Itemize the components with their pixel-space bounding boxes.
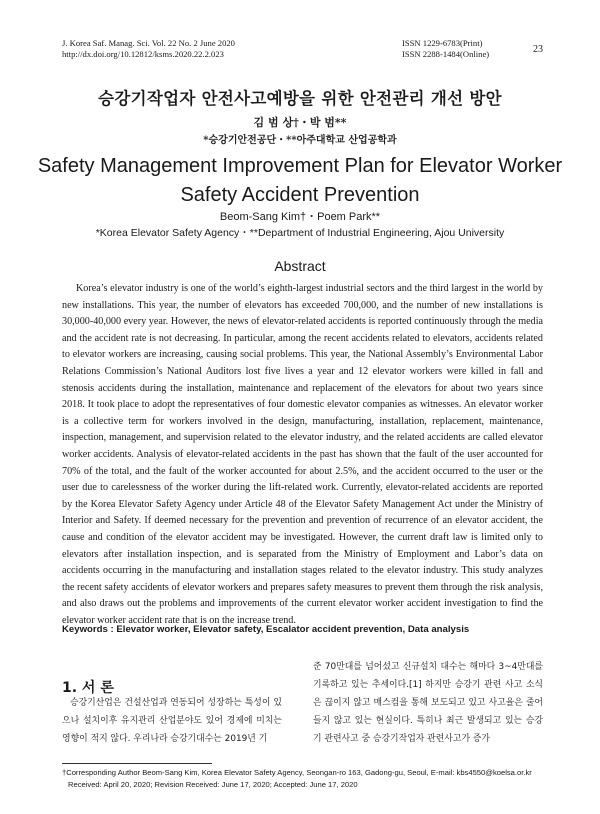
footnotes: [62, 767, 552, 790]
footnote-divider: [62, 763, 212, 764]
korean-title: 승강기작업자 안전사고예방을 위한 안전관리 개선 방안: [98, 89, 502, 108]
abstract-heading: Abstract: [274, 258, 326, 274]
doi-link[interactable]: http://dx.doi.org/10.12812/ksms.2020.22.2.023: [62, 49, 224, 59]
body-column-left: 승강기산업은 건설산업과 연동되어 성장하는 특성이 있으나 설치이후 유지관리 산업분야도 있어 경제에 미치는 영향이 적지 않다. 우리나라 승강기대수는 2019년 기: [62, 698, 282, 744]
english-authors: Beom-Sang Kim†・Poem Park**: [219, 211, 381, 223]
issn-online: ISSN 2288-1484(Online): [402, 49, 490, 59]
issn-block: [402, 38, 489, 60]
abstract-text: Korea’s elevator industry is one of the world’s eighth-largest industrial sectors and the third largest in the world by new installations. This year, the number of elevators has exceeded 700,000, and the number of new installations is 30,000-40,000 every year. However, the news of elevator-related accidents is reported continuously through the media and the accident rate is not decreasing. In particular, among the recent accidents related to elevators, accidents related to elevator workers are increasing, causing social problems. This year, the National Assembly’s Environmental Labor Relations Commission’s National Auditors lost five lives a year and 12 elevator workers were killed in fall and stenosis accidents during the installation, maintenance and replacement of the elevators for about two years since 2018. It took place to adopt the representatives of four domestic elevator companies as witnesses. An elevator worker is a collective term for workers involved in the design, manufacturing, installation, replacement, maintenance, inspection, management, and supervision related to the elevator industry, and the related accidents are called elevator worker accidents. Analysis of elevator-related accidents in the past has shown that the fault of the user accounted for 70% of the total, and the fault of the worker accounted for about 2.5%, and the accident occurred to the user or the user due to carelessness of the worker during the lift-related work. Currently, elevator-related accidents are reported by the Korea Elevator Safety Agency under Article 48 of the Elevator Safety Management Act under the Ministry of Interior and Safety. If deemed necessary for the prevention and prevention of recurrence of an elevator accident, the cause and condition of the elevator accident may be investigated. However, the current draft law is limited only to elevators after installation inspection, and is separated from the Ministry of Employment and Labor’s data on accidents occurring in the manufacturing and installation stages related to the elevator industry. This study analyzes the recent safety accidents of elevator workers and prepares safety measures to prevent them through the risk analysis, and also draws out the problems and improvements of the current elevator worker accident investigation to find the elevator worker accident rate that is on the increase trend.: [62, 283, 543, 626]
english-title: [0, 152, 600, 210]
korean-affiliation: *승강기안전공단・**아주대학교 산업공학과: [203, 135, 397, 146]
english-affiliation: *Korea Elevator Safety Agency・**Department of Industrial Engineering, Ajou University: [95, 227, 505, 239]
body-column-right: 준 70만대를 넘어섰고 신규설치 대수는 해마다 3~4만대를 기록하고 있는 추세이다.[1] 하지만 승강기 관련 사고 소식은 끊이지 않고 매스컴을 통해 보도되고 있고 사고율은 줄어들지 않고 있는 현실이다. 특히나 최근 발생되고 있는 승강기 관련사고 중 승강기작업자 관련사고가 증가: [313, 662, 543, 744]
korean-authors: 김 범 상†・박 범**: [253, 116, 347, 129]
footnote-corresponding-author: †Corresponding Author Beom-Sang Kim, Korea Elevator Safety Agency, Seongan-ro 163, Gadong-gu, Seoul, E-mail: kbs4550@koelsa.or.kr: [62, 768, 532, 777]
section-heading-introduction: 1. 서 론: [62, 680, 114, 696]
english-title-line-2: Safety Accident Prevention: [180, 184, 420, 206]
keywords: Keywords : Elevator worker, Elevator safety, Escalator accident prevention, Data analysis: [62, 624, 470, 635]
journal-header: [62, 38, 235, 60]
english-title-line-1: Safety Management Improvement Plan for Elevator Worker: [37, 155, 563, 177]
page-number: 23: [533, 44, 543, 55]
journal-citation: J. Korea Saf. Manag. Sci. Vol. 22 No. 2 June 2020: [62, 38, 235, 48]
issn-print: ISSN 1229-6783(Print): [402, 38, 483, 48]
footnote-dates: Received: April 20, 2020; Revision Received: June 17, 2020; Accepted: June 17, 2020: [68, 779, 358, 789]
